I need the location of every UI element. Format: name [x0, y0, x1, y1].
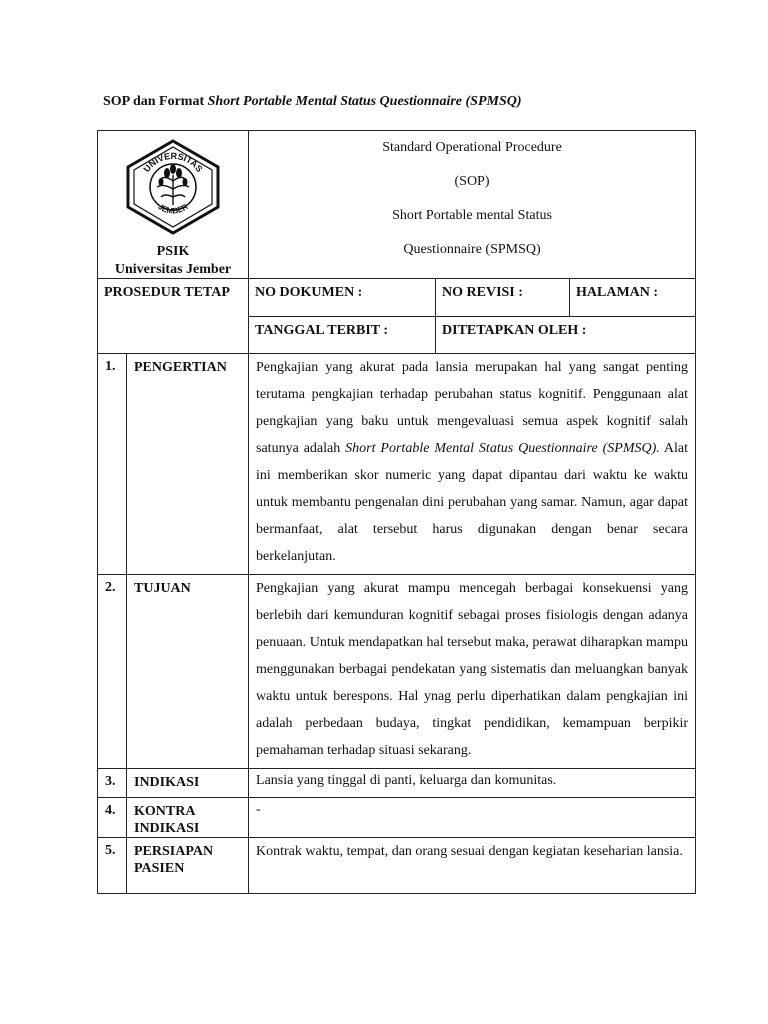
section-label-line1: PERSIAPAN [134, 844, 214, 859]
institution-line2: Universitas Jember [114, 262, 232, 277]
halaman-cell: HALAMAN : [570, 279, 696, 317]
section-1-text-italic: Short Portable Mental Status Questionnaire (SPMSQ). [345, 441, 660, 456]
section-row [98, 575, 696, 769]
document-heading [103, 94, 522, 110]
logo-text-top: UNIVERSITAS [141, 150, 205, 174]
section-number: 1. [98, 354, 127, 575]
logo-text-bottom: JEMBER [156, 202, 190, 216]
section-1-text-b: Alat ini memberikan skor numeric yang dapat dipantau dari waktu ke waktu untuk membantu pengenalan dini perubahan yang samar. Namun, agar dapat bermanfaat, alat tersebut harus digunakan dengan benar secara berkelanjutan. [256, 441, 689, 564]
section-label: TUJUAN [127, 575, 249, 769]
section-label-line2: PASIEN [134, 861, 185, 876]
no-dokumen-cell: NO DOKUMEN : [249, 279, 436, 317]
section-number: 3. [98, 769, 127, 798]
university-logo [123, 137, 223, 237]
section-row [98, 769, 696, 798]
section-number: 2. [98, 575, 127, 769]
section-content [249, 354, 696, 575]
logo-cell [98, 131, 249, 279]
sop-table [97, 130, 696, 894]
ditetapkan-oleh-cell: DITETAPKAN OLEH : [436, 317, 696, 354]
section-number: 4. [98, 798, 127, 838]
section-content: Lansia yang tinggal di panti, keluarga dan komunitas. [249, 769, 696, 798]
document-heading-prefix: SOP dan Format [103, 94, 208, 109]
section-content: Kontrak waktu, tempat, dan orang sesuai dengan kegiatan keseharian lansia. [249, 838, 696, 894]
sop-title-line2: (SOP) [454, 174, 490, 189]
section-label: PENGERTIAN [127, 354, 249, 575]
no-revisi-cell: NO REVISI : [436, 279, 570, 317]
section-label-line1: KONTRA [134, 804, 196, 819]
tanggal-terbit-cell: TANGGAL TERBIT : [249, 317, 436, 354]
prosedur-tetap-cell: PROSEDUR TETAP [98, 279, 249, 354]
section-content: Pengkajian yang akurat mampu mencegah berbagai konsekuensi yang berlebih dari kemunduran kognitif sebagai proses fisiologis dengan adanya penuaan. Untuk mendapatkan hal tersebut maka, perawat diharapkan mampu menggunakan berbagai pendekatan yang sistematis dan meluangkan banyak waktu untuk berespons. Hal ynag perlu diperhatikan dalam pengkajian ini adalah perbedaan budaya, tingkat pendidikan, kemampuan berpikir pemahaman terhadap situasi sekarang. [249, 575, 696, 769]
section-row [98, 838, 696, 894]
section-label-line2: INDIKASI [134, 821, 200, 836]
section-row [98, 354, 696, 575]
section-content: - [249, 798, 696, 838]
sop-title-line4: Questionnaire (SPMSQ) [403, 242, 541, 257]
document-heading-italic: Short Portable Mental Status Questionnaire (SPMSQ) [207, 94, 522, 109]
section-label: INDIKASI [127, 769, 249, 798]
sop-title-line3: Short Portable mental Status [392, 208, 552, 223]
institution-line1: PSIK [156, 244, 190, 259]
section-label [127, 838, 249, 894]
section-row [98, 798, 696, 838]
sop-title-cell [249, 131, 696, 279]
section-label [127, 798, 249, 838]
section-1-text-a: Pengkajian yang akurat pada lansia merupakan hal yang sangat penting terutama pengkajian terhadap perubahan status kognitif. Penggunaan alat pengkajian yang baku untuk mengevaluasi semua aspek kognitif salah satunya adalah [256, 360, 689, 456]
section-number: 5. [98, 838, 127, 894]
sop-title-line1: Standard Operational Procedure [382, 140, 562, 155]
